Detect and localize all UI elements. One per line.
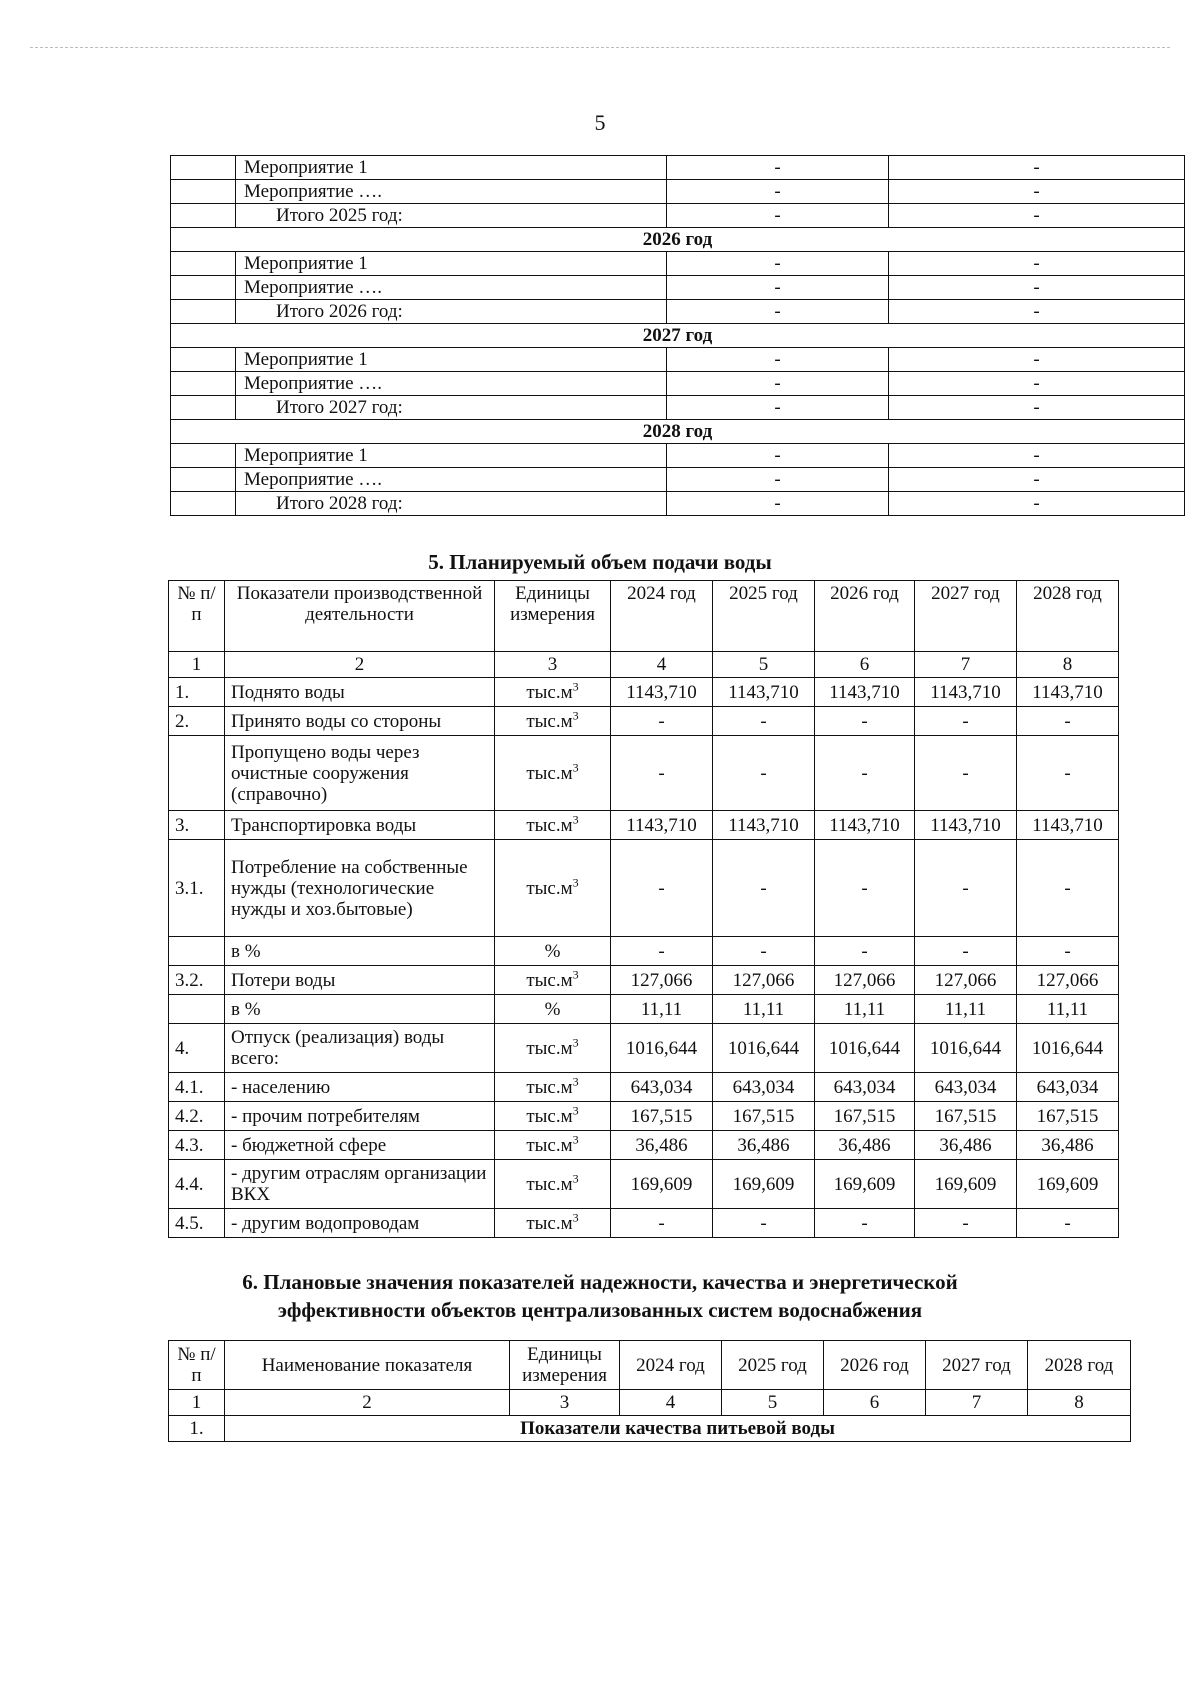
year-value: 36,486 (611, 1131, 713, 1160)
row-number (169, 736, 225, 811)
year-value: - (915, 840, 1017, 937)
empty-cell (171, 252, 236, 276)
year-value: 1143,710 (611, 678, 713, 707)
total-label: Итого 2028 год: (236, 492, 667, 516)
column-number: 1 (169, 1390, 225, 1416)
year-value: 167,515 (611, 1102, 713, 1131)
unit-exponent: 3 (572, 1132, 579, 1147)
activity-value: - (889, 180, 1185, 204)
indicators-table (168, 1340, 1131, 1442)
year-value: 11,11 (713, 995, 815, 1024)
indicator-name: - другим водопроводам (225, 1209, 495, 1238)
unit-exponent: 3 (572, 812, 579, 827)
row-number: 4.2. (169, 1102, 225, 1131)
data-row (169, 840, 1119, 937)
data-row (169, 1209, 1119, 1238)
total-value: - (889, 492, 1185, 516)
unit-cell (495, 1160, 611, 1209)
indicator-name: в % (225, 995, 495, 1024)
unit-text: тыс.м (526, 1134, 573, 1156)
row-number: 4.4. (169, 1160, 225, 1209)
activity-value: - (889, 276, 1185, 300)
row-number: 3.1. (169, 840, 225, 937)
unit-text: тыс.м (526, 1037, 573, 1059)
year-value: - (915, 707, 1017, 736)
total-row (171, 204, 1185, 228)
indicator-name: - бюджетной сфере (225, 1131, 495, 1160)
unit-cell (495, 840, 611, 937)
data-row (169, 966, 1119, 995)
total-value: - (667, 300, 889, 324)
year-value: - (915, 937, 1017, 966)
total-row (171, 492, 1185, 516)
unit-text: тыс.м (526, 1105, 573, 1127)
unit-text: тыс.м (526, 710, 573, 732)
row-number: 2. (169, 707, 225, 736)
row-number (169, 995, 225, 1024)
year-label: 2026 год (171, 228, 1185, 252)
row-number: 4. (169, 1024, 225, 1073)
year-value: 1143,710 (815, 678, 915, 707)
year-value: 11,11 (915, 995, 1017, 1024)
year-value: 1143,710 (1017, 811, 1119, 840)
indicator-name: Транспортировка воды (225, 811, 495, 840)
column-header: 2024 год (620, 1341, 722, 1390)
column-number: 6 (824, 1390, 926, 1416)
total-label: Итого 2027 год: (236, 396, 667, 420)
year-value: 127,066 (915, 966, 1017, 995)
unit-text: % (544, 940, 561, 962)
year-value: - (611, 1209, 713, 1238)
column-number: 7 (926, 1390, 1028, 1416)
unit-text: тыс.м (526, 877, 573, 899)
activity-name: Мероприятие 1 (236, 348, 667, 372)
year-value: 127,066 (611, 966, 713, 995)
year-value: - (815, 707, 915, 736)
scan-artifact-line (30, 47, 1170, 48)
column-header: 2028 год (1028, 1341, 1131, 1390)
data-row (169, 937, 1119, 966)
data-row (169, 995, 1119, 1024)
empty-cell (171, 372, 236, 396)
activity-value: - (889, 468, 1185, 492)
indicator-name: - прочим потребителям (225, 1102, 495, 1131)
indicator-name: Пропущено воды через очистные сооружения (справочно) (225, 736, 495, 811)
column-number: 8 (1017, 652, 1119, 678)
year-value: 11,11 (611, 995, 713, 1024)
indicator-name: Потребление на собственные нужды (технологические нужды и хоз.бытовые) (225, 840, 495, 937)
data-row (169, 1160, 1119, 1209)
year-value: 1143,710 (611, 811, 713, 840)
activity-value: - (889, 372, 1185, 396)
year-value: 11,11 (1017, 995, 1119, 1024)
column-number: 4 (611, 652, 713, 678)
unit-exponent: 3 (572, 1103, 579, 1118)
year-header-row (171, 420, 1185, 444)
year-value: - (713, 840, 815, 937)
activity-value: - (667, 180, 889, 204)
empty-cell (171, 396, 236, 420)
column-number: 4 (620, 1390, 722, 1416)
year-value: 169,609 (713, 1160, 815, 1209)
column-header: 2025 год (713, 581, 815, 652)
year-label: 2028 год (171, 420, 1185, 444)
year-value: 36,486 (713, 1131, 815, 1160)
row-number: 1. (169, 1416, 225, 1442)
year-value: - (611, 736, 713, 811)
total-value: - (667, 492, 889, 516)
section-6-title-line1: 6. Плановые значения показателей надежности, качества и энергетической (242, 1270, 958, 1294)
unit-exponent: 3 (572, 760, 579, 775)
year-value: 1143,710 (915, 811, 1017, 840)
activity-value: - (667, 252, 889, 276)
total-label: Итого 2026 год: (236, 300, 667, 324)
column-number: 1 (169, 652, 225, 678)
indicator-name: в % (225, 937, 495, 966)
column-header: Показатели производственной деятельности (225, 581, 495, 652)
year-value: - (713, 1209, 815, 1238)
activity-value: - (667, 156, 889, 180)
column-header: 2027 год (915, 581, 1017, 652)
year-value: 167,515 (713, 1102, 815, 1131)
activity-name: Мероприятие …. (236, 276, 667, 300)
column-number-row (169, 652, 1119, 678)
column-number: 3 (510, 1390, 620, 1416)
indicator-name: Потери воды (225, 966, 495, 995)
activity-name: Мероприятие …. (236, 180, 667, 204)
year-value: 1143,710 (915, 678, 1017, 707)
unit-text: тыс.м (526, 1076, 573, 1098)
year-value: 643,034 (915, 1073, 1017, 1102)
year-value: 1016,644 (1017, 1024, 1119, 1073)
activity-name: Мероприятие 1 (236, 252, 667, 276)
activity-value: - (889, 348, 1185, 372)
unit-exponent: 3 (572, 967, 579, 982)
unit-exponent: 3 (572, 708, 579, 723)
unit-cell (495, 1102, 611, 1131)
column-header: № п/п (169, 581, 225, 652)
data-row (169, 1073, 1119, 1102)
year-label: 2027 год (171, 324, 1185, 348)
unit-exponent: 3 (572, 1171, 579, 1186)
activity-row (171, 252, 1185, 276)
unit-cell (495, 1209, 611, 1238)
year-value: - (815, 1209, 915, 1238)
section-5-title: 5. Планируемый объем подачи воды (428, 550, 772, 574)
unit-text: тыс.м (526, 1173, 573, 1195)
year-value: 1143,710 (815, 811, 915, 840)
year-value: 1016,644 (915, 1024, 1017, 1073)
year-value: - (611, 840, 713, 937)
category-row (169, 1416, 1131, 1442)
header-row (169, 1341, 1131, 1390)
activity-row (171, 372, 1185, 396)
activity-row (171, 444, 1185, 468)
column-number: 5 (713, 652, 815, 678)
activity-row (171, 156, 1185, 180)
row-number: 3.2. (169, 966, 225, 995)
activity-value: - (667, 372, 889, 396)
year-value: - (815, 937, 915, 966)
column-header: 2028 год (1017, 581, 1119, 652)
year-value: 167,515 (915, 1102, 1017, 1131)
column-header: 2027 год (926, 1341, 1028, 1390)
data-row (169, 1102, 1119, 1131)
column-header: Наименование показателя (225, 1341, 510, 1390)
unit-cell (495, 811, 611, 840)
activity-row (171, 348, 1185, 372)
year-value: - (815, 840, 915, 937)
row-number: 3. (169, 811, 225, 840)
year-header-row (171, 228, 1185, 252)
total-value: - (889, 396, 1185, 420)
column-header: 2026 год (815, 581, 915, 652)
activity-value: - (667, 468, 889, 492)
year-value: 36,486 (1017, 1131, 1119, 1160)
year-value: 127,066 (815, 966, 915, 995)
unit-cell (495, 707, 611, 736)
data-row (169, 1131, 1119, 1160)
year-value: - (1017, 736, 1119, 811)
activity-name: Мероприятие 1 (236, 156, 667, 180)
column-number: 2 (225, 652, 495, 678)
unit-cell (495, 678, 611, 707)
indicator-name: Отпуск (реализация) воды всего: (225, 1024, 495, 1073)
unit-text: % (544, 998, 561, 1020)
data-row (169, 707, 1119, 736)
unit-cell (495, 937, 611, 966)
column-number: 6 (815, 652, 915, 678)
year-value: 127,066 (713, 966, 815, 995)
total-value: - (889, 300, 1185, 324)
header-row (169, 581, 1119, 652)
year-value: 36,486 (915, 1131, 1017, 1160)
year-value: 643,034 (713, 1073, 815, 1102)
column-header: 2025 год (722, 1341, 824, 1390)
year-value: - (611, 707, 713, 736)
unit-exponent: 3 (572, 679, 579, 694)
total-value: - (889, 204, 1185, 228)
column-header: Единицы измерения (510, 1341, 620, 1390)
indicator-name: - населению (225, 1073, 495, 1102)
year-value: 1143,710 (1017, 678, 1119, 707)
unit-text: тыс.м (526, 814, 573, 836)
row-number: 4.1. (169, 1073, 225, 1102)
year-value: 1016,644 (815, 1024, 915, 1073)
unit-cell (495, 1131, 611, 1160)
row-number: 1. (169, 678, 225, 707)
row-number (169, 937, 225, 966)
empty-cell (171, 468, 236, 492)
unit-exponent: 3 (572, 1074, 579, 1089)
year-value: 643,034 (611, 1073, 713, 1102)
activity-row (171, 276, 1185, 300)
unit-text: тыс.м (526, 762, 573, 784)
year-value: 127,066 (1017, 966, 1119, 995)
year-value: 11,11 (815, 995, 915, 1024)
year-value: - (815, 736, 915, 811)
year-value: 36,486 (815, 1131, 915, 1160)
activity-value: - (889, 252, 1185, 276)
activity-value: - (889, 444, 1185, 468)
section-6-title-line2: эффективности объектов централизованных систем водоснабжения (277, 1298, 923, 1322)
unit-cell (495, 995, 611, 1024)
year-value: 1016,644 (611, 1024, 713, 1073)
year-value: 167,515 (815, 1102, 915, 1131)
empty-cell (171, 276, 236, 300)
indicator-name: - другим отраслям организации ВКХ (225, 1160, 495, 1209)
column-header: 2026 год (824, 1341, 926, 1390)
year-value: - (1017, 937, 1119, 966)
data-row (169, 678, 1119, 707)
year-value: - (915, 1209, 1017, 1238)
column-header: № п/п (169, 1341, 225, 1390)
year-value: 1143,710 (713, 678, 815, 707)
unit-text: тыс.м (526, 1212, 573, 1234)
unit-exponent: 3 (572, 875, 579, 890)
activity-value: - (667, 444, 889, 468)
unit-cell (495, 966, 611, 995)
unit-cell (495, 1073, 611, 1102)
year-value: - (713, 707, 815, 736)
year-value: 1016,644 (713, 1024, 815, 1073)
year-value: - (1017, 1209, 1119, 1238)
empty-cell (171, 444, 236, 468)
activity-name: Мероприятие …. (236, 468, 667, 492)
unit-cell (495, 736, 611, 811)
total-row (171, 396, 1185, 420)
year-value: - (713, 736, 815, 811)
section-6-title (0, 1268, 1200, 1324)
category-label: Показатели качества питьевой воды (225, 1416, 1131, 1442)
year-value: 169,609 (915, 1160, 1017, 1209)
empty-cell (171, 204, 236, 228)
year-value: 169,609 (1017, 1160, 1119, 1209)
row-number: 4.5. (169, 1209, 225, 1238)
year-value: - (713, 937, 815, 966)
empty-cell (171, 492, 236, 516)
year-value: 169,609 (611, 1160, 713, 1209)
empty-cell (171, 348, 236, 372)
unit-exponent: 3 (572, 1210, 579, 1225)
water-supply-table (168, 580, 1119, 1238)
year-value: 169,609 (815, 1160, 915, 1209)
year-value: - (1017, 707, 1119, 736)
column-number: 5 (722, 1390, 824, 1416)
activity-value: - (889, 156, 1185, 180)
row-number: 4.3. (169, 1131, 225, 1160)
total-row (171, 300, 1185, 324)
total-value: - (667, 204, 889, 228)
indicator-name: Поднято воды (225, 678, 495, 707)
data-row (169, 736, 1119, 811)
data-row (169, 811, 1119, 840)
year-value: 1143,710 (713, 811, 815, 840)
page-number: 5 (594, 110, 606, 135)
year-value: 643,034 (815, 1073, 915, 1102)
unit-cell (495, 1024, 611, 1073)
activity-value: - (667, 348, 889, 372)
column-number: 8 (1028, 1390, 1131, 1416)
activity-row (171, 468, 1185, 492)
column-number: 2 (225, 1390, 510, 1416)
activity-row (171, 180, 1185, 204)
year-value: - (915, 736, 1017, 811)
indicator-name: Принято воды со стороны (225, 707, 495, 736)
year-header-row (171, 324, 1185, 348)
unit-text: тыс.м (526, 969, 573, 991)
activity-name: Мероприятие …. (236, 372, 667, 396)
column-header: Единицы измерения (495, 581, 611, 652)
column-number: 7 (915, 652, 1017, 678)
year-value: 643,034 (1017, 1073, 1119, 1102)
total-label: Итого 2025 год: (236, 204, 667, 228)
unit-exponent: 3 (572, 1035, 579, 1050)
total-value: - (667, 396, 889, 420)
unit-text: тыс.м (526, 681, 573, 703)
data-row (169, 1024, 1119, 1073)
empty-cell (171, 156, 236, 180)
column-header: 2024 год (611, 581, 713, 652)
year-value: - (611, 937, 713, 966)
column-number-row (169, 1390, 1131, 1416)
column-number: 3 (495, 652, 611, 678)
activity-value: - (667, 276, 889, 300)
activities-table (170, 155, 1185, 516)
year-value: - (1017, 840, 1119, 937)
empty-cell (171, 180, 236, 204)
empty-cell (171, 300, 236, 324)
activity-name: Мероприятие 1 (236, 444, 667, 468)
year-value: 167,515 (1017, 1102, 1119, 1131)
